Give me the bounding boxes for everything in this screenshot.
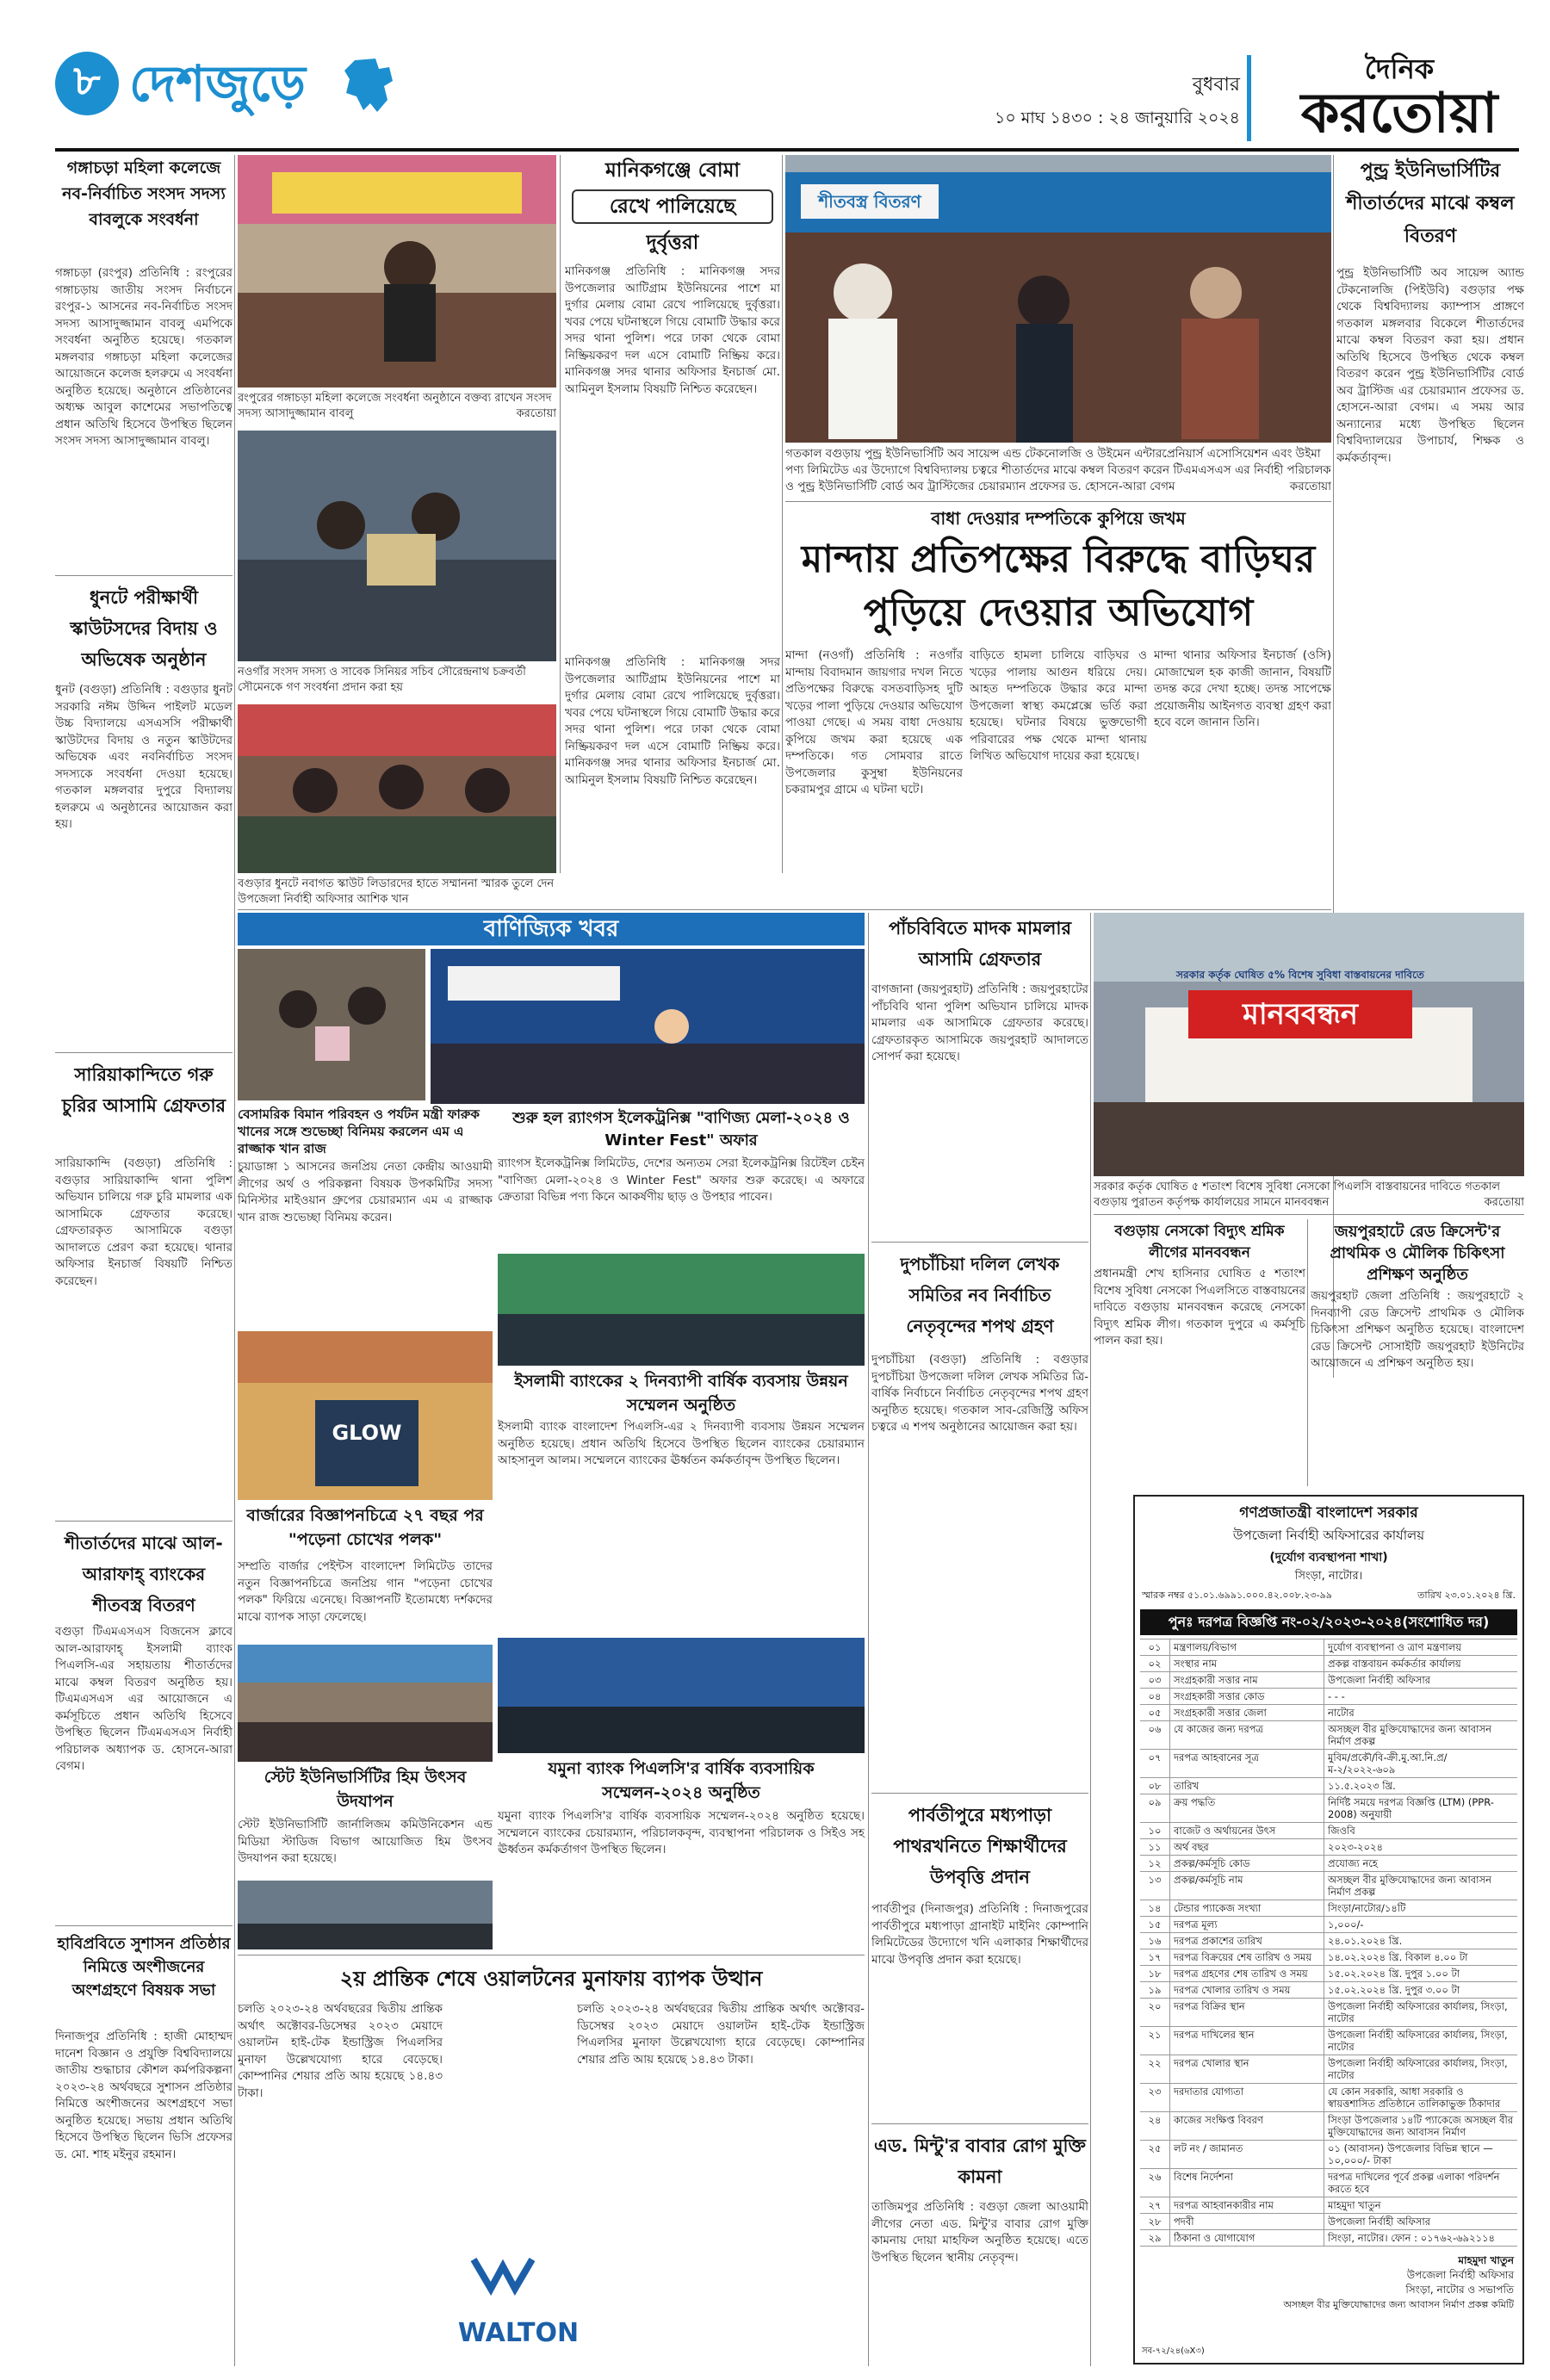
notice-cell-k: ক্রয় পদ্ধতি — [1170, 1794, 1324, 1822]
notice-cell-k: পদবী — [1170, 2214, 1324, 2229]
notice-row — [1140, 2169, 1517, 2197]
bangladesh-map-icon — [338, 55, 398, 115]
notice-cell-k: কাজের সংক্ষিপ্ত বিবরণ — [1170, 2112, 1324, 2140]
notice-cell-v: জিওবি — [1328, 1825, 1355, 1837]
photo-berger-ad — [238, 1331, 493, 1500]
article-parbatipur: পার্বতীপুর (দিনাজপুর) প্রতিনিধি : দিনাজপুরের পার্বতীপুরে মধ্যপাড়া গ্রানাইট মাইনিং কোম্পানি লিমিটেডের উদ্যোগে খনি এলাকার শিক্ষার্থীদের মাঝে উপবৃত্তি প্রদান করা হয়েছে। — [871, 1902, 1088, 1967]
notice-sign-name: মাহমুদা খাতুন — [1458, 2254, 1514, 2266]
notice-row — [1140, 2197, 1517, 2214]
lead-kicker: বাধা দেওয়ার দম্পতিকে কুপিয়ে জখম — [931, 508, 1186, 529]
article-dupchanchia: দুপচাঁচিয়া (বগুড়া) প্রতিনিধি : বগুড়ার দুপচাঁচিয়া উপজেলা দলিল লেখক সমিতির ত্রি-বার্ষিক নির্বাচনে নির্বাচিত নেতৃবৃন্দের শপথ গ্রহণ অনুষ্ঠিত হয়েছে। গতকাল সাব-রেজিস্ট্রি অফিস চত্বরে এ শপথ অনুষ্ঠানের আয়োজন করা হয়। — [871, 1353, 1088, 1434]
headline-sariakandi: সারিয়াকান্দিতে গরু চুরির আসামি গ্রেফতার — [61, 1064, 226, 1116]
photo-gangachara-reception — [238, 155, 556, 387]
tender-notice — [1133, 1495, 1524, 2365]
notice-row — [1140, 1982, 1517, 1999]
rally-banner-sub: সরকার কর্তৃক ঘোষিত ৫% বিশেষ সুবিধা বাস্তবায়নের দাবিতে — [1176, 969, 1424, 981]
caption-nesco-rally — [1094, 1180, 1524, 1211]
notice-cell-v: উপজেলা নির্বাহী অফিসার — [1328, 1674, 1431, 1686]
headline-pundra-blanket: পুন্ড্র ইউনিভার্সিটির শীতার্তদের মাঝে কম্বল বিতরণ — [1346, 160, 1515, 247]
photo-naogaon-reception — [238, 431, 556, 661]
notice-cell-n: ১৭ — [1140, 1949, 1170, 1965]
notice-cell-n: ০৮ — [1140, 1778, 1170, 1794]
notice-cell-v: দুর্যোগ ব্যবস্থাপনা ও ত্রাণ মন্ত্রণালয় — [1328, 1641, 1462, 1653]
rule — [871, 2123, 1088, 2124]
notice-row — [1140, 2214, 1517, 2230]
caption-naogaon-photo: নওগাঁর সংসদ সদস্য ও সাবেক সিনিয়র সচিব সৌরেন্দ্রনাথ চক্রবর্তী সৌমেনকে গণ সংবর্ধনা প্রদান করা হয় — [238, 666, 526, 694]
notice-row — [1140, 1872, 1517, 1900]
notice-cell-k: দরপত্র বিক্রির স্থান — [1170, 1999, 1324, 2026]
photo-rangs-fair — [431, 949, 865, 1104]
notice-gov: গণপ্রজাতন্ত্রী বাংলাদেশ সরকার — [1239, 1504, 1418, 1522]
headline-manikganj-bomb-2: রেখে পালিয়েছে — [572, 189, 773, 224]
notice-row — [1140, 1672, 1517, 1689]
rule — [1094, 1214, 1524, 1215]
article-islami-bank: ইসলামী ব্যাংক বাংলাদেশ পিএলসি-এর ২ দিনব্যাপী ব্যবসায় উন্নয়ন সম্মেলন অনুষ্ঠিত হয়েছে। প্রধান অতিথি হিসেবে উপস্থিত ছিলেন ব্যাংকের চেয়ারম্যান আহসানুল আলম। সম্মেলনে ব্যাংকের ঊর্ধ্বতন কর্মকর্তাবৃন্দ উপস্থিত ছিলেন। — [498, 1420, 865, 1467]
logo-prefix: দৈনিক — [1364, 53, 1435, 85]
notice-cell-n: ০৪ — [1140, 1689, 1170, 1704]
rule — [238, 909, 1331, 910]
notice-row — [1140, 2027, 1517, 2055]
rule — [55, 1521, 232, 1522]
notice-row — [1140, 1949, 1517, 1966]
notice-cell-n: ২৩ — [1140, 2084, 1170, 2111]
headline-nesco-rally: বগুড়ায় নেসকো বিদ্যুৎ শ্রমিক লীগের মানববন্ধন — [1114, 1223, 1285, 1261]
notice-sign-title: উপজেলা নির্বাহী অফিসার — [1406, 2269, 1514, 2281]
notice-cell-v: ০১ (আবাসন) উপজেলার বিভিন্ন স্থানে — ১০,০০০/- টাকা — [1328, 2142, 1493, 2166]
photo-islami-bank-conference — [498, 1254, 865, 1366]
rule — [871, 1242, 1088, 1243]
lead-headline-2: পুড়িয়ে দেওয়ার অভিযোগ — [863, 591, 1254, 635]
page-number-badge: ৮ — [55, 52, 119, 115]
notice-cell-n: ০১ — [1140, 1639, 1170, 1655]
notice-cell-n: ০৬ — [1140, 1721, 1170, 1749]
notice-row — [1140, 1656, 1517, 1672]
notice-cell-k: তারিখ — [1170, 1778, 1324, 1794]
notice-cell-v: প্রযোজ্য নহে — [1328, 1857, 1378, 1869]
headline-gangachara: গঙ্গাচড়া মহিলা কলেজে নব-নির্বাচিত সংসদ সদস্য বাবলুকে সংবর্ধনা — [62, 158, 226, 229]
lead-body-2: বাড়িতে হামলা চালিয়ে বাড়িঘর ও খড়ের পালায় আগুন ধরিয়ে দেয়। আহত দম্পতিকে উদ্ধার করে মান্দা উপজেলা স্বাস্থ্য কমপ্লেক্সে ভর্তি করা হয়েছে। ঘটনার বিষয়ে ভুক্তভোগী পরিবারের পক্ষ থেকে মান্দা থানায় লিখিত অভিযোগ দায়ের করা হয়েছে। — [970, 648, 1147, 763]
notice-cell-v: ১১.৫.২০২৩ খ্রি. — [1328, 1780, 1396, 1792]
lead-body-1: মান্দা (নওগাঁ) প্রতিনিধি : নওগাঁর মান্দায় বিবাদমান জায়গার দখল নিতে প্রতিপক্ষের বিরুদ্ধে বসতবাড়িসহ দুটি খড়ের পালা পুড়িয়ে দেওয়ার অভিযোগ পাওয়া গেছে। এ সময় বাধা দেওয়ায় কুপিয়ে জখম করা হয়েছে এক দম্পতিকে। গত সোমবার রাতে উপজেলার কুসুম্বা ইউনিয়নের চকরামপুর গ্রামে এ ঘটনা ঘটে। — [785, 648, 963, 796]
notice-cell-n: ২৫ — [1140, 2141, 1170, 2168]
notice-row — [1140, 1639, 1517, 1656]
notice-cell-k: দরপত্র খোলার তারিখ ও সময় — [1170, 1982, 1324, 1998]
rule — [55, 1052, 232, 1053]
notice-cell-v: দরপত্র দাখিলের পূর্বে প্রকল্প এলাকা পরিদর্শন করতে হবে — [1328, 2171, 1500, 2195]
notice-cell-v: ২০২৩-২০২৪ — [1328, 1841, 1383, 1853]
headline-al-arafah: শীতার্তদের মাঝে আল-আরাফাহ্ ব্যাংকের শীতবস্ত্র বিতরণ — [65, 1533, 223, 1615]
berger-product-text: GLOW — [332, 1421, 402, 1445]
article-red-crescent: জয়পুরহাট জেলা প্রতিনিধি : জয়পুরহাটে ২ দিনব্যাপী রেড ক্রিসেন্ট প্রাথমিক ও মৌলিক চিকিৎসা প্রশিক্ষণ অনুষ্ঠিত হয়েছে। বাংলাদেশ রেড ক্রিসেন্ট সোসাইটি জয়পুরহাট ইউনিটের আয়োজনে এ প্রশিক্ষণ অনুষ্ঠিত হয়। — [1311, 1289, 1524, 1370]
notice-cell-v: নির্দিষ্ট সময়ে দরপত্র বিজ্ঞপ্তি (LTM) (PPR-2008) অনুযায়ী — [1328, 1796, 1494, 1820]
notice-cell-k: দরদাতার যোগ্যতা — [1170, 2084, 1324, 2111]
article-nesco-rally: প্রধানমন্ত্রী শেখ হাসিনার ঘোষিত ৫ শতাংশ বিশেষ সুবিধা নেসকো পিএলসিতে বাস্তবায়নের দাবিতে বগুড়ায় মানববন্ধন করেছে নেসকো বিদ্যুৎ শ্রমিক লীগ। গতকাল দুপুরে এ কর্মসূচি পালন করা হয়। — [1094, 1267, 1305, 1348]
notice-cell-v: প্রকল্প বাস্তবায়ন কর্মকর্তার কার্যালয় — [1328, 1658, 1461, 1670]
notice-cell-v: উপজেলা নির্বাহী অফিসারের কার্যালয়, সিংড়া, নাটোর — [1328, 2057, 1508, 2081]
headline-dupchanchia: দুপচাঁচিয়া দলিল লেখক সমিতির নব নির্বাচিত নেতৃবৃন্দের শপথ গ্রহণ — [900, 1254, 1060, 1336]
notice-row — [1140, 1900, 1517, 1917]
notice-row — [1140, 1750, 1517, 1778]
photo-credit: করতোয়া — [1289, 480, 1331, 493]
article-farooq-khan: চুয়াডাঙ্গা ১ আসনের জনপ্রিয় নেতা কেন্দ্রীয় আওয়ামী লীগের অর্থ ও পরিকল্পনা বিষয়ক উপকমিটির সদস্য মিনিস্টার মাইওয়ান গ্রুপের চেয়ারম্যান এম এ রাজ্জাক খান রাজ শুভেচ্ছা বিনিময় করেন। — [238, 1160, 493, 1224]
notice-cell-k: লট নং / জামানত — [1170, 2141, 1324, 2168]
notice-cell-k: যে কাজের জন্য দরপত্র — [1170, 1721, 1324, 1749]
photo-state-university — [238, 1645, 493, 1762]
notice-cell-n: ২৬ — [1140, 2169, 1170, 2197]
masthead-divider — [1247, 55, 1251, 141]
notice-cell-n: ১৩ — [1140, 1872, 1170, 1900]
notice-cell-k: বিশেষ নির্দেশনা — [1170, 2169, 1324, 2197]
article-state-university: স্টেট ইউনিভার্সিটি জার্নালিজম কমিউনিকেশন এন্ড মিডিয়া স্টাডিজ বিভাগ আয়োজিত হিম উৎসব উদযাপন করা হয়েছে। — [238, 1818, 493, 1865]
notice-cell-v: - - - — [1328, 1690, 1345, 1702]
notice-cell-v: উপজেলা নির্বাহী অফিসার — [1328, 2216, 1431, 2228]
date-line: ১০ মাঘ ১৪৩০ : ২৪ জানুয়ারি ২০২৪ — [995, 108, 1240, 127]
notice-place: সিংড়া, নাটোর। — [1294, 1570, 1363, 1583]
notice-cell-n: ০৩ — [1140, 1672, 1170, 1688]
notice-cell-k: দরপত্র প্রকাশের তারিখ — [1170, 1933, 1324, 1949]
rule — [55, 1925, 232, 1926]
notice-cell-k: বাজেট ও অর্থায়নের উৎস — [1170, 1823, 1324, 1838]
weekday: বুধবার — [1192, 74, 1240, 96]
notice-cell-n: ২৪ — [1140, 2112, 1170, 2140]
walton-logo — [465, 2254, 572, 2315]
notice-row — [1140, 1917, 1517, 1933]
issue-date — [913, 69, 1240, 138]
notice-cell-k: দরপত্র দাখিলের স্থান — [1170, 2027, 1324, 2055]
headline-manikganj-bomb-3: দুর্বৃত্তরা — [646, 232, 699, 254]
caption-text: সরকার কর্তৃক ঘোষিত ৫ শতাংশ বিশেষ সুবিধা নেসকো পিএলসি বাস্তবায়নের দাবিতে গতকাল বগুড়ায় পুরাতন কর্তৃপক্ষ কার্যালয়ের সামনে মানববন্ধন — [1094, 1181, 1501, 1209]
notice-cell-v: মুবিম/প্রকৌ/বি-ক্রী.মু.আ.নি.প্র/ম-২/২০২২-৬০৯ — [1328, 1751, 1448, 1776]
notice-table — [1140, 1639, 1517, 2247]
notice-cell-n: ২৭ — [1140, 2197, 1170, 2213]
headline-panchbibi: পাঁচবিবিতে মাদক মামলার আসামি গ্রেফতার — [888, 918, 1072, 970]
notice-row — [1140, 1689, 1517, 1705]
notice-cell-k: সংস্থার নাম — [1170, 1656, 1324, 1671]
notice-cell-k: প্রকল্প/কর্মসূচি কোড — [1170, 1856, 1324, 1871]
notice-cell-k: অর্থ বছর — [1170, 1839, 1324, 1855]
notice-cell-n: ০৭ — [1140, 1750, 1170, 1777]
notice-cell-n: ১৬ — [1140, 1933, 1170, 1949]
column-divider — [1090, 913, 1091, 2366]
notice-cell-k: দরপত্র মূল্য — [1170, 1917, 1324, 1932]
article-berger: সম্প্রতি বার্জার পেইন্টস বাংলাদেশ লিমিটেড তাদের নতুন বিজ্ঞাপনচিত্রে জনপ্রিয় গান "পড়েনা চোখের পলক" ফিরিয়ে এনেছে। বিজ্ঞাপনটি ইতোমধ্যে দর্শকদের মাঝে ব্যাপক সাড়া ফেলেছে। — [238, 1559, 493, 1624]
notice-cell-k: দরপত্র খোলার স্থান — [1170, 2055, 1324, 2083]
headline-dhunat-scouts: ধুনটে পরীক্ষার্থী স্কাউটসদের বিদায় ও অভিষেক অনুষ্ঠান — [70, 587, 218, 670]
notice-row — [1140, 1705, 1517, 1721]
column-divider — [782, 155, 783, 873]
notice-cell-k: দরপত্র আহবানের সূত্র — [1170, 1750, 1324, 1777]
notice-title: পুনঃ দরপত্র বিজ্ঞপ্তি নং-০২/২০২৩-২০২৪(সংশোধিত দর) — [1140, 1609, 1517, 1635]
notice-cell-v: অসচ্ছল বীর মুক্তিযোদ্ধাদের জন্য আবাসন নির্মাণ প্রকল্প — [1328, 1723, 1491, 1747]
notice-cell-n: ১৯ — [1140, 1982, 1170, 1998]
notice-cell-v: ১৫.০২.২০২৪ খ্রি. দুপুর ৩.০০ টা — [1328, 1984, 1460, 1996]
article-pundra-blanket: পুন্ড্র ইউনিভার্সিটি অব সায়েন্স অ্যান্ড টেকনোলজি (পিইউবি) বগুড়ার পক্ষ থেকে বিশ্ববিদ্যালয় ক্যাম্পাস প্রাঙ্গণে গতকাল মঙ্গলবার বিকেলে শীতার্তদের মাঝে কম্বল বিতরণ করা হয়। প্রধান অতিথি হিসেবে উপস্থিত থেকে কম্বল বিতরণ করেন পুন্ড্র ইউনিভার্সিটির বোর্ড অব ট্রাস্টিজ এর চেয়ারম্যান প্রফেসর ড. হোসনে-আরা বেগম। এ সময় আর অন্যান্যের মধ্যে উপস্থিত ছিলেন বিশ্ববিদ্যালয়ের উপাচার্য, শিক্ষক ও কর্মকর্তাবৃন্দ। — [1336, 266, 1524, 465]
rally-banner-text: মানববন্ধন — [1188, 990, 1412, 1038]
headline-farooq-khan: বেসামরিক বিমান পরিবহন ও পর্যটন মন্ত্রী ফারুক খানের সঙ্গে শুভেচ্ছা বিনিময় করলেন এম এ রাজ্জাক খান রাজ — [238, 1106, 480, 1156]
notice-cell-v: অসচ্ছল বীর মুক্তিযোদ্ধাদের জন্য আবাসন নির্মাণ প্রকল্প — [1328, 1874, 1491, 1898]
notice-cell-n: ১৪ — [1140, 1900, 1170, 1916]
walton-logo-text: WALTON — [457, 2318, 580, 2348]
headline-jamuna-bank: যমুনা ব্যাংক পিএলসি'র বার্ষিক ব্যবসায়িক সম্মেলন-২০২৪ অনুষ্ঠিত — [548, 1759, 815, 1802]
notice-cell-v: সিংড়া, নাটোর। ফোন : ০১৭৬২-৬৯২১১৪ — [1328, 2232, 1495, 2244]
notice-cell-v: সিংড়া উপজেলার ১৪টি প্যাকেজে অসচ্ছল বীর মুক্তিযোদ্ধাদের জন্য আবাসন নির্মাণ — [1328, 2114, 1514, 2138]
notice-cell-k: সংগ্রহকারী সত্তার জেলা — [1170, 1705, 1324, 1720]
notice-row — [1140, 2084, 1517, 2112]
photo-banner-text: শীতবস্ত্র বিতরণ — [801, 184, 939, 219]
notice-row — [1140, 2112, 1517, 2141]
article-jamuna-bank: যমুনা ব্যাংক পিএলসি'র বার্ষিক ব্যবসায়িক সম্মেলন-২০২৪ অনুষ্ঠিত হয়েছে। সম্মেলনে ব্যাংকের চেয়ারম্যান, পরিচালকবৃন্দ, ব্যবস্থাপনা পরিচালক ও সিইও সহ ঊর্ধ্বতন কর্মকর্তাগণ উপস্থিত ছিলেন। — [498, 1809, 865, 1856]
lead-body-3: মান্দা থানার অফিসার ইনচার্জ (ওসি) মোজাম্মেল হক কাজী জানান, বিষয়টি তদন্ত করে দেখা হচ্ছে। তদন্ত সাপেক্ষে প্রয়োজনীয় আইনগত ব্যবস্থা গ্রহণ করা হবে বলে জানান তিনি। — [1154, 648, 1331, 729]
notice-row — [1140, 1933, 1517, 1949]
notice-cell-k: ঠিকানা ও যোগাযোগ — [1170, 2230, 1324, 2246]
notice-row — [1140, 2055, 1517, 2084]
article-dhunat-scouts: ধুনট (বগুড়া) প্রতিনিধি : বগুড়ার ধুনট সরকারি নঈম উদ্দিন পাইলট মডেল উচ্চ বিদ্যালয়ে এসএসসি পরীক্ষার্থী স্কাউটদের বিদায় ও নতুন স্কাউটদের অভিষেক এবং নবনির্বাচিত সংসদ সদস্যকে সংবর্ধনা দেওয়া হয়েছে। গতকাল মঙ্গলবার দুপুরে বিদ্যালয় হলরুমে এ অনুষ্ঠানের আয়োজন করা হয়। — [55, 683, 232, 831]
article-manikganj-bomb: মানিকগঞ্জ প্রতিনিধি : মানিকগঞ্জ সদর উপজেলার আটিগ্রাম ইউনিয়নের পাশে মা দুর্গার মেলায় বোমা রেখে পালিয়েছে দুর্বৃত্তরা। খবর পেয়ে ঘটনাস্থলে গিয়ে বোমাটি উদ্ধার করে সদর থানা পুলিশ। পরে ঢাকা থেকে বোমা নিষ্ক্রিয়করণ দল এসে বোমাটি নিষ্ক্রিয় করে। মানিকগঞ্জ সদর থানার অফিসার ইনচার্জ মো. আমিনুল ইসলাম বিষয়টি নিশ্চিত করেছেন। — [565, 264, 780, 396]
notice-row — [1140, 1721, 1517, 1750]
section-title: দেশজুড়ে — [129, 54, 306, 113]
notice-memo: স্মারক নম্বর ৫১.০১.৬৯৯১.০০০.৪২.০০৮.২৩-৯৯ — [1142, 1590, 1332, 1601]
article-walton-1: চলতি ২০২৩-২৪ অর্থবছরের দ্বিতীয় প্রান্তিক অর্থাৎ অক্টোবর-ডিসেম্বর ২০২৩ মেয়াদে ওয়ালটন হাই-টেক ইন্ডাস্ট্রিজ পিএলসির মুনাফা উল্লেখযোগ্য হারে বেড়েছে। কোম্পানির শেয়ার প্রতি আয় হয়েছে ১৪.৪৩ টাকা। — [238, 2002, 443, 2100]
notice-row — [1140, 1823, 1517, 1839]
article-panchbibi: বাগজানা (জয়পুরহাট) প্রতিনিধি : জয়পুরহাটের পাঁচবিবি থানা পুলিশ অভিযান চালিয়ে মাদক মামলার এক আসামিকে গ্রেফতার করেছে। গ্রেফতারকৃত আসামিকে জয়পুরহাট আদালতে সোপর্দ করা হয়েছে। — [871, 982, 1088, 1063]
notice-cell-k: প্রকল্প/কর্মসূচি নাম — [1170, 1872, 1324, 1900]
notice-cell-v: ২৪.০১.২০২৪ খ্রি. — [1328, 1935, 1403, 1947]
headline-berger: বার্জারের বিজ্ঞাপনচিত্রে ২৭ বছর পর "পড়েনা চোখের পলক" — [246, 1506, 484, 1549]
column-divider — [1307, 1219, 1308, 1486]
headline-parbatipur: পার্বতীপুরে মধ্যপাড়া পাথরখনিতে শিক্ষার্থীদের উপবৃত্তি প্রদান — [893, 1805, 1067, 1887]
notice-row — [1140, 1999, 1517, 2027]
notice-cell-v: নাটোর — [1328, 1707, 1355, 1719]
notice-ref: সব-৭২/২৪(৬X৩) — [1142, 2346, 1205, 2356]
notice-office: উপজেলা নির্বাহী অফিসারের কার্যালয় — [1232, 1528, 1425, 1543]
notice-cell-n: ১০ — [1140, 1823, 1170, 1838]
notice-cell-n: ০৫ — [1140, 1705, 1170, 1720]
notice-cell-k: মন্ত্রণালয়/বিভাগ — [1170, 1639, 1324, 1655]
notice-row — [1140, 1839, 1517, 1856]
headline-walton: ২য় প্রান্তিক শেষে ওয়ালটনের মুনাফায় ব্যাপক উত্থান — [339, 1967, 763, 1991]
notice-cell-n: ২২ — [1140, 2055, 1170, 2083]
notice-cell-n: ২১ — [1140, 2027, 1170, 2055]
notice-cell-k: সংগ্রহকারী সত্তার কোড — [1170, 1689, 1324, 1704]
notice-cell-k: টেন্ডার প্যাকেজ সংখ্যা — [1170, 1900, 1324, 1916]
notice-row — [1140, 1778, 1517, 1794]
article-gangachara: গঙ্গাচড়া (রংপুর) প্রতিনিধি : রংপুরের গঙ্গাচড়ায় জাতীয় সংসদ নির্বাচনে রংপুর-১ আসনের নব-নির্বাচিত সংসদ সদস্য আসাদুজ্জামান বাবলু এমপিকে সংবর্ধনা অনুষ্ঠিত হয়েছে। গতকাল মঙ্গলবার গঙ্গাচড়া মহিলা কলেজের আয়োজনে কলেজ হলরুমে এ সংবর্ধনা অনুষ্ঠিত হয়েছে। অনুষ্ঠানে প্রতিষ্ঠানের অধ্যক্ষ আবুল কাশেমের সভাপতিত্বে প্রধান অতিথি হিসেবে উপস্থিত ছিলেন সংসদ সদস্য আসাদুজ্জামান বাবলু। — [55, 266, 232, 448]
notice-cell-n: ২০ — [1140, 1999, 1170, 2026]
headline-islami-bank: ইসলামী ব্যাংকের ২ দিনব্যাপী বার্ষিক ব্যবসায় উন্নয়ন সম্মেলন অনুষ্ঠিত — [514, 1372, 848, 1415]
notice-cell-v: মাহমুদা খাতুন — [1328, 2199, 1381, 2211]
notice-sign-place: সিংড়া, নাটোর ও সভাপতি — [1405, 2284, 1514, 2296]
notice-row — [1140, 1794, 1517, 1823]
caption-blanket-distribution — [785, 446, 1331, 498]
headline-manikganj-bomb-1: মানিকগঞ্জে বোমা — [604, 159, 741, 182]
rule — [55, 575, 232, 576]
photo-nesco-rally — [1094, 913, 1524, 1176]
article-sariakandi: সারিয়াকান্দি (বগুড়া) প্রতিনিধি : বগুড়ার সারিয়াকান্দি থানা পুলিশ অভিযান চালিয়ে গরু চুরি মামলার এক আসামিকে গ্রেফতার করেছে। গ্রেফতারকৃত আসামিকে বগুড়া আদালতে প্রেরণ করা হয়েছে। থানার অফিসার ইনচার্জ বিষয়টি নিশ্চিত করেছেন। — [55, 1156, 232, 1288]
photo-jamuna-bank-conference — [498, 1638, 865, 1753]
notice-unit: (দুর্যোগ ব্যবস্থাপনা শাখা) — [1269, 1551, 1388, 1565]
column-divider — [234, 155, 235, 2366]
article-habipbi: দিনাজপুর প্রতিনিধি : হাজী মোহাম্মদ দানেশ বিজ্ঞান ও প্রযুক্তি বিশ্ববিদ্যালয়ে জাতীয় শুদ্ধাচার কৌশল কর্মপরিকল্পনা ২০২৩-২৪ অর্থবছরে সুশাসন প্রতিষ্ঠার নিমিত্তে অংশীজনের অংশগ্রহণে সভা অনুষ্ঠিত হয়েছে। সভায় প্রধান অতিথি হিসেবে উপস্থিত ছিলেন ভিসি প্রফেসর ড. মো. শাহ মইনুর রহমান। — [55, 2030, 232, 2161]
caption-gangachara-photo — [238, 391, 556, 425]
photo-credit: করতোয়া — [1484, 1196, 1524, 1209]
newspaper-logo: করতোয়া — [1300, 82, 1498, 146]
notice-cell-k: দরপত্র বিক্রয়ের শেষ তারিখ ও সময় — [1170, 1949, 1324, 1965]
rule — [785, 501, 1331, 502]
article-rangs-fair: র‌্যাংগস ইলেকট্রনিক্স লিমিটেড, দেশের অন্যতম সেরা ইলেকট্রনিক্স রিটেইল চেইন "বাণিজ্য মেলা-২০২৪ ও Winter Fest" অফার শুরু করেছে। এ অফারে ক্রেতারা বিভিন্ন পণ্য কিনে আকর্ষণীয় ছাড় ও উপহার পাবেন। — [498, 1156, 865, 1204]
headline-rangs-fair: শুরু হল র‌্যাংগস ইলেকট্রনিক্স "বাণিজ্য মেলা-২০২৪ ও Winter Fest" অফার — [512, 1109, 850, 1150]
rule — [871, 1793, 1088, 1794]
notice-cell-v: ১৪.০২.২০২৪ খ্রি. বিকাল ৪.০০ টা — [1328, 1951, 1468, 1963]
masthead-rule — [55, 148, 1519, 152]
article-manikganj-bomb-cont: মানিকগঞ্জ প্রতিনিধি : মানিকগঞ্জ সদর উপজেলার আটিগ্রাম ইউনিয়নের পাশে মা দুর্গার মেলায় বোমা রেখে পালিয়েছে দুর্বৃত্তরা। খবর পেয়ে ঘটনাস্থলে গিয়ে বোমাটি উদ্ধার করে সদর থানা পুলিশ। পরে ঢাকা থেকে বোমা নিষ্ক্রিয়করণ দল এসে বোমাটি নিষ্ক্রিয় করে। মানিকগঞ্জ সদর থানার অফিসার ইনচার্জ মো. আমিনুল ইসলাম বিষয়টি নিশ্চিত করেছেন। — [565, 655, 780, 787]
notice-cell-n: ১৫ — [1140, 1917, 1170, 1932]
notice-cell-v: ১,০০০/- — [1328, 1918, 1364, 1931]
notice-cell-n: ০৯ — [1140, 1794, 1170, 1822]
notice-cell-n: ১৮ — [1140, 1966, 1170, 1981]
notice-row — [1140, 1966, 1517, 1982]
notice-cell-n: ১১ — [1140, 1839, 1170, 1855]
notice-cell-k: দরপত্র গ্রহণের শেষ তারিখ ও সময় — [1170, 1966, 1324, 1981]
notice-cell-v: সিংড়া/নাটোর/১৪টি — [1328, 1902, 1406, 1914]
notice-cell-v: উপজেলা নির্বাহী অফিসারের কার্যালয়, সিংড়া, নাটোর — [1328, 2029, 1508, 2053]
caption-text: গতকাল বগুড়ায় পুন্ড্র ইউনিভার্সিটি অব সায়েন্স এন্ড টেকনোলজি ও উইমেন এন্টারপ্রেনিয়ার্স এসোসিয়েশন এবং উইমা পণ্য লিমিটেড এর উদ্যোগে বিশ্ববিদ্যালয় চত্বরে শীতার্তদের মাঝে কম্বল বিতরণ করেন টিএমএসএস এর নির্বাহী পরিচালক ও পুন্ড্র ইউনিভার্সিটি বোর্ড অব ট্রাস্টিজের চেয়ারম্যান প্রফেসর ড. হোসনে-আরা বেগম — [785, 447, 1331, 493]
caption-text: রংপুরের গঙ্গাচড়া মহিলা কলেজে সংবর্ধনা অনুষ্ঠানে বক্তব্য রাখেন সংসদ সদস্য আসাদুজ্জামান বাবলু — [238, 392, 552, 420]
photo-habipbi-meeting — [238, 1881, 493, 1949]
photo-credit: করতোয়া — [516, 407, 556, 420]
lead-headline-1: মান্দায় প্রতিপক্ষের বিরুদ্ধে বাড়িঘর — [801, 537, 1316, 581]
notice-cell-n: ০২ — [1140, 1656, 1170, 1671]
notice-cell-v: উপজেলা নির্বাহী অফিসারের কার্যালয়, সিংড়া, নাটোর — [1328, 2000, 1508, 2024]
notice-cell-n: ২৯ — [1140, 2230, 1170, 2246]
notice-cell-n: ২৮ — [1140, 2214, 1170, 2229]
notice-cell-v: ১৫.০২.২০২৪ খ্রি. দুপুর ১.০০ টা — [1328, 1968, 1460, 1980]
article-al-arafah: বগুড়া টিএমএসএস বিজনেস ক্লাবে আল-আরাফাহ্ ইসলামী ব্যাংক পিএলসি-এর সহায়তায় শীতার্তদের মাঝে কম্বল বিতরণ অনুষ্ঠিত হয়। টিএমএসএস এর আয়োজনে এ কর্মসূচিতে প্রধান অতিথি হিসেবে উপস্থিত ছিলেন টিএমএসএস নির্বাহী পরিচালক অধ্যাপক ড. হোসনে-আরা বেগম। — [55, 1625, 232, 1773]
column-divider — [560, 155, 561, 873]
headline-red-crescent: জয়পুরহাটে রেড ক্রিসেন্ট'র প্রাথমিক ও মৌলিক চিকিৎসা প্রশিক্ষণ অনুষ্ঠিত — [1330, 1223, 1505, 1284]
notice-sign-committee: অসচ্ছল বীর মুক্তিযোদ্ধাদের জন্য আবাসন নির্মাণ প্রকল্প কমিটি — [1283, 2299, 1514, 2310]
headline-mintu: এড. মিন্টু'র বাবার রোগ মুক্তি কামনা — [874, 2135, 1086, 2187]
notice-cell-n: ১২ — [1140, 1856, 1170, 1871]
notice-cell-v: যে কোন সরকারি, আধা সরকারি ও স্বায়ত্তশাসিত প্রতিষ্ঠানে তালিকাভুক্ত ঠিকাদার — [1328, 2086, 1501, 2110]
headline-habipbi: হাবিপ্রবিতে সুশাসন প্রতিষ্ঠার নিমিত্তে অংশীজনের অংশগ্রহণে বিষয়ক সভা — [57, 1935, 231, 1999]
caption-dhunat-photo: বগুড়ার ধুনটে নবাগত স্কাউট লিডারদের হাতে সম্মাননা স্মারক তুলে দেন উপজেলা নির্বাহী অফিসার আশিক খান — [238, 877, 555, 906]
article-walton-2: চলতি ২০২৩-২৪ অর্থবছরের দ্বিতীয় প্রান্তিক অর্থাৎ অক্টোবর-ডিসেম্বর ২০২৩ মেয়াদে ওয়ালটন হাই-টেক ইন্ডাস্ট্রিজ পিএলসির মুনাফা উল্লেখযোগ্য হারে বেড়েছে। কোম্পানির শেয়ার প্রতি আয় হয়েছে ১৪.৪৩ টাকা। — [577, 2002, 865, 2067]
notice-row — [1140, 2230, 1517, 2247]
column-divider — [868, 913, 869, 2366]
business-news-banner: বাণিজ্যিক খবর — [238, 913, 865, 945]
notice-memo-date: তারিখ ২৩.০১.২০২৪ খ্রি. — [1417, 1590, 1516, 1601]
notice-row — [1140, 2141, 1517, 2169]
headline-state-university: স্টেট ইউনিভার্সিটির হিম উৎসব উদযাপন — [264, 1768, 467, 1811]
article-mintu: তাজিমপুর প্রতিনিধি : বগুড়া জেলা আওয়ামী লীগের নেতা এড. মিন্টু'র বাবার রোগ মুক্তি কামনায় দোয়া মাহফিল অনুষ্ঠিত হয়েছে। এতে উপস্থিত ছিলেন স্থানীয় নেতৃবৃন্দ। — [871, 2200, 1088, 2265]
notice-cell-k: দরপত্র আহবানকারীর নাম — [1170, 2197, 1324, 2213]
notice-cell-k: সংগ্রহকারী সত্তার নাম — [1170, 1672, 1324, 1688]
photo-farooq-khan — [238, 949, 425, 1100]
notice-row — [1140, 1856, 1517, 1872]
photo-dhunat-scouts — [238, 704, 556, 873]
